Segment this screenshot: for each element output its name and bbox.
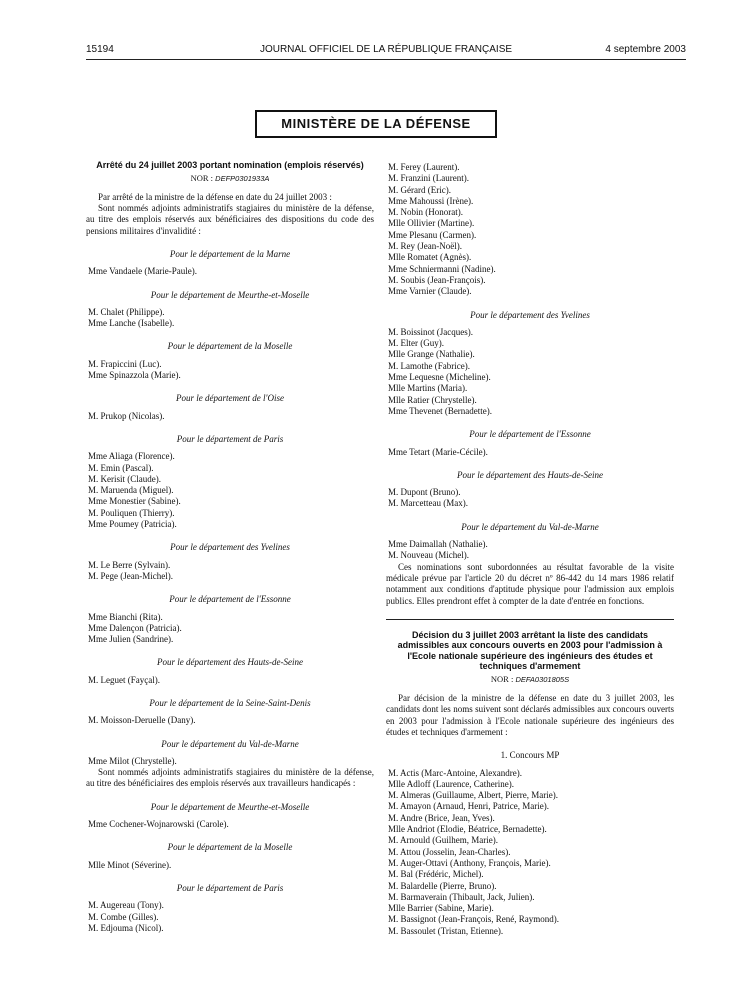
name-entry: Mme Cochener-Wojnarowski (Carole).: [88, 819, 229, 830]
arrete-title: Arrêté du 24 juillet 2003 portant nomination (emplois réservés): [96, 160, 364, 170]
department-heading: Pour le département de l'Oise: [176, 393, 284, 404]
name-entry: Mme Mahoussi (Irène).: [388, 195, 474, 206]
name-entry: M. Nobin (Honorat).: [388, 207, 463, 218]
department-heading: Pour le département des Hauts-de-Seine: [157, 657, 303, 668]
nor-line: [86, 173, 374, 184]
name-entry: M. Moisson-Deruelle (Dany).: [88, 715, 196, 726]
concours-heading: 1. Concours MP: [500, 750, 560, 761]
name-entry: Mme Julien (Sandrine).: [88, 634, 174, 645]
name-entry: Mme Lequesne (Micheline).: [388, 372, 491, 383]
name-entry: Mlle Andriot (Elodie, Béatrice, Bernadette).: [388, 824, 547, 835]
name-entry: Mme Dalençon (Patricia).: [88, 622, 182, 633]
name-entry: M. Amayon (Arnaud, Henri, Patrice, Marie).: [388, 801, 549, 812]
name-entry: M. Prukop (Nicolas).: [88, 410, 165, 421]
department-heading: Pour le département de l'Essonne: [169, 594, 291, 605]
name-entry: M. Bassignot (Jean-François, René, Raymond).: [388, 914, 559, 925]
name-entry: Mme Schniermanni (Nadine).: [388, 263, 496, 274]
nor-label: NOR :: [190, 172, 214, 183]
department-heading: Pour le département de Meurthe-et-Moselle: [150, 289, 310, 300]
name-entry: M. Kerisit (Claude).: [88, 473, 161, 484]
decision-title: Décision du 3 juillet 2003 arrêtant la liste des candidats admissibles aux concours ouverts en 2003 pour l'admission à l'Ecole nationale supérieure des ingénieurs des études et techniques d'armement: [397, 629, 663, 672]
name-entry: Mme Daimallah (Nathalie).: [388, 539, 488, 550]
name-entry: Mme Milot (Chrystelle).: [88, 755, 177, 766]
name-list: [386, 768, 674, 937]
name-entry: M. Augereau (Tony).: [88, 900, 164, 911]
left-column: [86, 160, 374, 934]
journal-title: JOURNAL OFFICIEL DE LA RÉPUBLIQUE FRANÇAISE: [259, 44, 513, 55]
name-entry: M. Le Berre (Sylvain).: [88, 559, 171, 570]
closing-paragraph: Ces nominations sont subordonnées au résultat favorable de la visite médicale prévue par l'article 20 du décret nº 86-442 du 14 mars 1986 relatif notamment aux conditions d'aptitude physique pour l'admission aux emplois publics. Elles prendront effet à compter de la date d'entrée en fonctions.: [386, 561, 674, 606]
name-entry: M. Andre (Brice, Jean, Yves).: [388, 812, 495, 823]
name-entry: M. Ferey (Laurent).: [388, 162, 460, 172]
section-divider: [386, 619, 674, 620]
section-group: [86, 249, 374, 767]
name-entry: M. Combe (Gilles).: [88, 911, 159, 922]
nor-label: NOR :: [490, 673, 514, 684]
intro-paragraph: Sont nommés adjoints administratifs stagiaires du ministère de la défense, au titre des bénéficiaires des emplois réservés aux travailleurs handicapés :: [86, 767, 374, 789]
department-heading: Pour le département des Hauts-de-Seine: [457, 469, 603, 480]
name-entry: Mlle Minot (Séverine).: [88, 859, 172, 870]
name-entry: M. Franzini (Laurent).: [388, 173, 469, 184]
nor-code: DEFA0301805S: [515, 674, 570, 684]
decision-intro: Par décision de la ministre de la défense en date du 3 juillet 2003, les candidats dont les noms suivent sont déclarés admissibles aux concours ouverts en 2003 pour l'admission à l'Ecole nationale supérieure des ingénieurs des études et techniques d'armement :: [386, 693, 674, 737]
name-entry: M. Pege (Jean-Michel).: [88, 570, 173, 581]
name-entry: Mme Plesanu (Carmen).: [388, 229, 477, 240]
name-entry: Mme Bianchi (Rita).: [88, 611, 163, 622]
name-entry: M. Nouveau (Michel).: [388, 550, 469, 561]
name-entry: M. Frapiccini (Luc).: [88, 358, 162, 369]
name-entry: M. Rey (Jean-Noël).: [388, 241, 462, 252]
name-entry: M. Elter (Guy).: [388, 338, 444, 349]
department-heading: Pour le département du Val-de-Marne: [461, 521, 599, 532]
department-heading: Pour le département de Paris: [176, 433, 284, 444]
name-entry: M. Soubis (Jean-François).: [388, 274, 486, 285]
name-entry: Mme Spinazzola (Marie).: [88, 370, 181, 381]
name-entry: M. Actis (Marc-Antoine, Alexandre).: [388, 767, 522, 778]
nor-line: [386, 674, 674, 685]
issue-date: 4 septembre 2003: [605, 44, 686, 55]
department-heading: Pour le département de Paris: [176, 882, 284, 893]
name-entry: M. Leguet (Fayçal).: [88, 674, 160, 685]
intro-paragraph: Par arrêté de la ministre de la défense en date du 24 juillet 2003 :: [98, 191, 332, 202]
name-entry: Mlle Adloff (Laurence, Catherine).: [388, 778, 515, 789]
name-entry: M. Edjouma (Nicol).: [88, 922, 164, 933]
header-rule: [86, 59, 686, 60]
name-entry: M. Attou (Josselin, Jean-Charles).: [388, 846, 511, 857]
page-number: 15194: [86, 44, 114, 55]
name-entry: Mme Aliaga (Florence).: [88, 451, 175, 462]
department-heading: Pour le département des Yvelines: [170, 542, 290, 553]
name-entry: Mme Thevenet (Bernadette).: [388, 405, 493, 416]
page-header: [86, 44, 686, 60]
name-entry: M. Emin (Pascal).: [88, 462, 154, 473]
name-entry: Mlle Ollivier (Martine).: [388, 218, 475, 229]
name-entry: M. Bassoulet (Tristan, Etienne).: [388, 925, 504, 936]
name-entry: M. Maruenda (Miguel).: [88, 485, 174, 496]
name-entry: M. Balardelle (Pierre, Bruno).: [388, 880, 497, 891]
name-entry: Mme Varnier (Claude).: [388, 286, 472, 297]
name-entry: M. Chalet (Philippe).: [88, 306, 165, 317]
name-entry: M. Bal (Frédéric, Michel).: [388, 869, 484, 880]
name-entry: M. Marcetteau (Max).: [388, 498, 468, 509]
name-entry: M. Boissinot (Jacques).: [388, 326, 473, 337]
name-entry: Mme Tetart (Marie-Cécile).: [388, 446, 488, 457]
name-entry: Mme Monestier (Sabine).: [88, 496, 181, 507]
department-heading: Pour le département de la Seine-Saint-Denis: [149, 698, 311, 708]
ministry-box: MINISTÈRE DE LA DÉFENSE: [255, 110, 497, 138]
department-heading: Pour le département des Yvelines: [470, 309, 590, 320]
name-entry: M. Lamothe (Fabrice).: [388, 360, 470, 371]
department-heading: Pour le département de la Moselle: [167, 341, 293, 352]
department-heading: Pour le département de la Moselle: [167, 842, 293, 853]
name-entry: Mlle Romatet (Agnès).: [388, 252, 472, 263]
name-entry: Mme Lanche (Isabelle).: [88, 318, 175, 329]
name-list: [386, 162, 674, 298]
section-group: [86, 802, 374, 934]
name-entry: Mlle Martins (Maria).: [388, 383, 468, 394]
name-entry: M. Gérard (Eric).: [388, 184, 451, 195]
section-group: [386, 310, 674, 562]
name-entry: M. Almeras (Guillaume, Albert, Pierre, Marie).: [388, 790, 558, 801]
right-column: [386, 162, 674, 937]
name-entry: Mlle Ratier (Chrystelle).: [388, 394, 477, 405]
name-entry: M. Barmaverain (Thibault, Jack, Julien).: [388, 891, 535, 902]
name-entry: M. Pouliquen (Thierry).: [88, 507, 175, 518]
department-heading: Pour le département de Meurthe-et-Moselle: [150, 801, 310, 812]
name-entry: M. Arnould (Guilhem, Marie).: [388, 835, 498, 846]
intro-paragraph: Sont nommés adjoints administratifs stagiaires du ministère de la défense, au titre des emplois réservés aux bénéficiaires des dispositions du code des pensions militaires d'invalidité :: [86, 203, 374, 236]
name-entry: Mlle Grange (Nathalie).: [388, 349, 475, 360]
name-entry: Mme Vandaele (Marie-Paule).: [88, 266, 198, 277]
name-entry: Mme Poumey (Patricia).: [88, 519, 177, 530]
department-heading: Pour le département de l'Essonne: [469, 429, 591, 440]
nor-code: DEFP0301933A: [215, 173, 270, 183]
name-entry: M. Dupont (Bruno).: [388, 487, 461, 498]
name-entry: M. Auger-Ottavi (Anthony, François, Marie).: [388, 857, 551, 868]
department-heading: Pour le département du Val-de-Marne: [161, 738, 299, 749]
department-heading: Pour le département de la Marne: [169, 248, 291, 259]
name-entry: Mlle Barrier (Sabine, Marie).: [388, 903, 494, 914]
